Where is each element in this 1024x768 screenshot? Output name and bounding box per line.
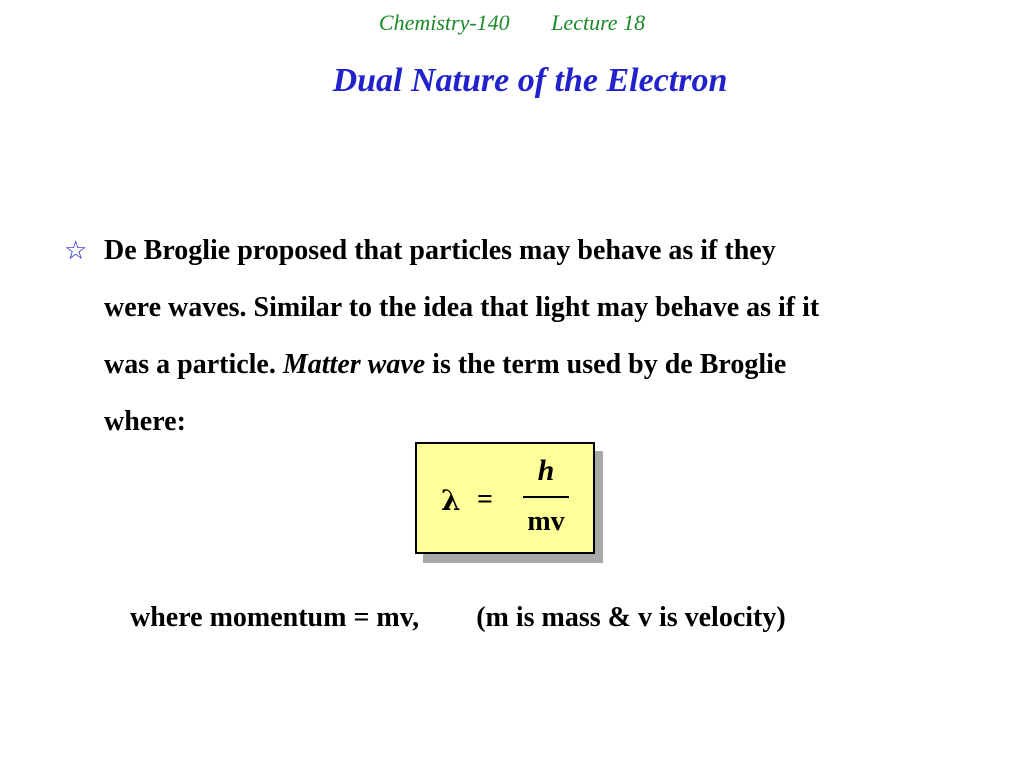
bullet-line-4: where: [104, 406, 186, 437]
formula-lambda: λ [441, 484, 461, 517]
momentum-definition: where momentum = mv, [130, 602, 420, 633]
star-outline-icon: ☆ [64, 236, 88, 265]
slide-header [0, 10, 1024, 36]
bullet-text [104, 222, 1004, 450]
fraction-bar [523, 496, 569, 498]
de-broglie-formula-box [415, 442, 595, 554]
bullet-point [64, 222, 1004, 450]
formula-denominator: mv [527, 506, 565, 537]
momentum-note [130, 602, 786, 634]
matter-wave-term: Matter wave [282, 349, 426, 380]
bullet-line-2: were waves. Similar to the idea that light may behave as if it [104, 292, 820, 323]
bullet-line-3-end: is the term used by de Broglie [425, 349, 787, 380]
formula-equals: = [477, 484, 493, 515]
lecture-number: Lecture 18 [551, 10, 646, 35]
bullet-line-3 [104, 336, 1004, 393]
slide-title: Dual Nature of the Electron [332, 62, 728, 99]
variable-explanation: (m is mass & v is velocity) [476, 602, 786, 633]
bullet-line-3-start: was a particle. [104, 349, 283, 380]
formula-numerator: h [537, 454, 555, 487]
bullet-line-1: De Broglie proposed that particles may behave as if they [104, 235, 776, 266]
course-name: Chemistry-140 [378, 10, 510, 35]
